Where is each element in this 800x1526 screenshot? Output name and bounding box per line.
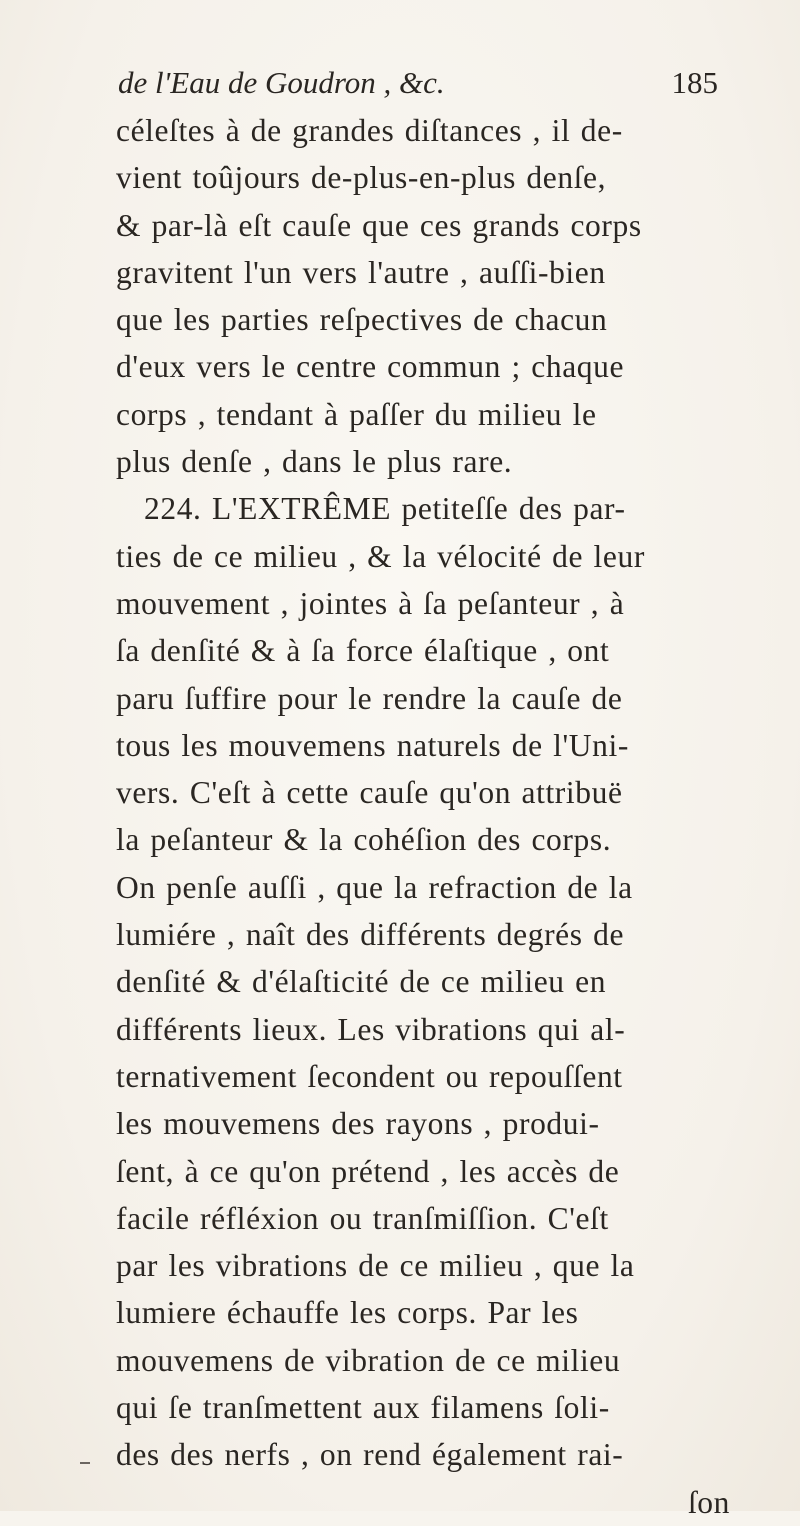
printer-mark	[80, 1462, 90, 1464]
text-line: & par-là eſt cauſe que ces grands corps	[116, 207, 642, 243]
text-line: plus denſe , dans le plus rare.	[116, 444, 513, 480]
catchword: ſon	[687, 1484, 730, 1520]
text-line: vient toûjours de-plus-en-plus denſe,	[116, 160, 607, 196]
text-line: par les vibrations de ce milieu , que la	[116, 1248, 635, 1284]
text-line: gravitent l'un vers l'autre , auſſi-bien	[116, 254, 606, 290]
text-line: ſent, à ce qu'on prétend , les accès de	[116, 1153, 620, 1189]
text-line: lumiere échauffe les corps. Par les	[116, 1295, 579, 1331]
text-line: lumiére , naît des différents degrés de	[116, 917, 625, 953]
text-line: céleſtes à de grandes diſtances , il de-	[116, 113, 623, 148]
page-number: 185	[671, 65, 718, 100]
text-line: On penſe auſſi , que la refraction de la	[116, 869, 633, 905]
text-line: tous les mouvemens naturels de l'Uni-	[116, 727, 629, 763]
text-line: mouvemens de vibration de ce milieu	[116, 1342, 621, 1378]
body-text	[116, 107, 736, 1526]
text-line: vers. C'eſt à cette cauſe qu'on attribuë	[116, 775, 623, 811]
text-line: ternativement ſecondent ou repouſſent	[116, 1058, 623, 1094]
text-line: denſité & d'élaſticité de ce milieu en	[116, 964, 607, 1000]
text-line: paru ſuffire pour le rendre la cauſe de	[116, 680, 623, 716]
text-line: des des nerfs , on rend également rai-	[116, 1437, 624, 1473]
paragraph-start: 224. L'EXTRÊME petiteſſe des par-	[144, 491, 626, 527]
text-line: d'eux vers le centre commun ; chaque	[116, 349, 625, 385]
text-line: qui ſe tranſmettent aux filamens ſoli-	[116, 1390, 610, 1426]
running-title: de l'Eau de Goudron , &c.	[118, 65, 445, 100]
text-line: différents lieux. Les vibrations qui al-	[116, 1011, 626, 1047]
text-line: corps , tendant à paſſer du milieu le	[116, 396, 597, 432]
text-line: ſa denſité & à ſa force élaſtique , ont	[116, 633, 610, 669]
text-line: mouvement , jointes à ſa peſanteur , à	[116, 585, 625, 621]
text-line: facile réfléxion ou tranſmiſſion. C'eſt	[116, 1200, 609, 1236]
text-line: ties de ce milieu , & la vélocité de leur	[116, 538, 645, 574]
text-line: la peſanteur & la cohéſion des corps.	[116, 822, 612, 858]
text-line: les mouvemens des rayons , produi-	[116, 1106, 600, 1142]
text-line: que les parties reſpectives de chacun	[116, 302, 608, 338]
page-header	[118, 62, 718, 104]
